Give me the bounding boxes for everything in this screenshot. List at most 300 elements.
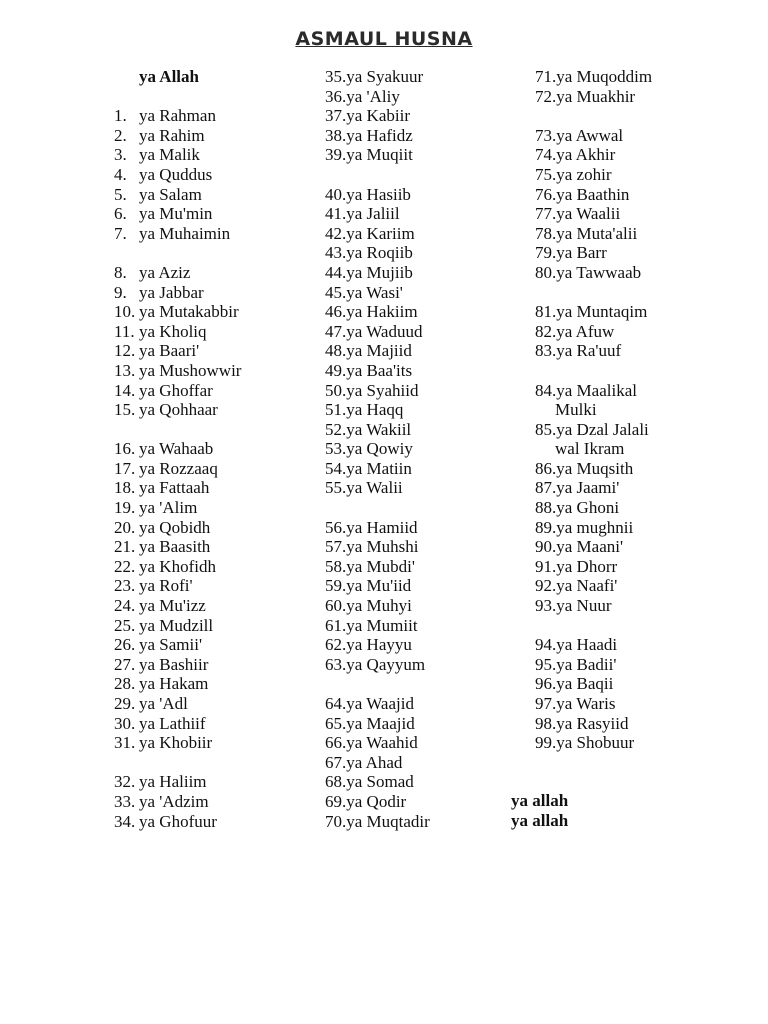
name-item [325, 243, 525, 263]
list-heading: ya Allah [139, 67, 199, 86]
spacer [325, 165, 525, 185]
name-item [114, 576, 304, 596]
item-number: 50. [325, 380, 347, 400]
item-name: ya Maalikal [556, 380, 637, 400]
item-name: ya Waajid [346, 694, 414, 713]
item-number: 88. [535, 498, 557, 518]
name-item [114, 812, 304, 832]
item-name: ya Waduud [346, 321, 423, 341]
item-name: ya Lathiif [139, 713, 206, 733]
item-name: ya Qodir [346, 791, 407, 811]
item-number: 38. [325, 125, 347, 145]
names-column-1 [114, 67, 304, 831]
name-item [535, 655, 735, 675]
item-number: 12. [114, 341, 136, 361]
name-item [114, 126, 304, 146]
name-item [325, 145, 525, 165]
item-number: 76. [535, 184, 557, 204]
item-number: 95. [535, 654, 557, 674]
item-number: 11. [114, 321, 135, 341]
item-number: 17. [114, 458, 136, 478]
name-item [535, 185, 735, 205]
name-item [114, 714, 304, 734]
item-number: 21. [114, 537, 136, 557]
item-number: 27. [114, 654, 136, 674]
name-item [325, 596, 525, 616]
name-item [325, 302, 525, 322]
item-name: ya Hamiid [346, 517, 418, 537]
name-item [325, 635, 525, 655]
item-number: 8. [114, 262, 127, 282]
name-item [535, 263, 735, 283]
name-item [325, 655, 525, 675]
item-name: ya Hayyu [346, 635, 412, 655]
item-name: ya Wasi' [346, 282, 403, 302]
item-number: 1. [114, 106, 127, 126]
name-item [114, 557, 304, 577]
item-number: 64. [325, 694, 347, 713]
item-name: ya Mumiit [346, 615, 418, 635]
item-name: ya Kabiir [346, 106, 410, 126]
name-item [325, 478, 525, 498]
item-name: ya Roqiib [346, 243, 413, 263]
item-number: 35. [325, 67, 347, 86]
name-item [114, 165, 304, 185]
name-item [114, 478, 304, 498]
item-number: 19. [114, 498, 136, 518]
item-name: ya Muakhir [556, 86, 636, 106]
item-name: ya Muqiit [346, 145, 413, 165]
item-number: 84. [535, 380, 557, 400]
name-item [325, 263, 525, 283]
item-name: ya Malik [139, 145, 200, 165]
item-name: ya Mudzill [139, 615, 214, 635]
name-item [325, 224, 525, 244]
item-name: ya Samii' [139, 635, 203, 655]
item-number: 68. [325, 772, 347, 792]
item-number: 31. [114, 733, 136, 753]
name-item [114, 733, 304, 753]
name-item [325, 106, 525, 126]
item-name: ya Muqoddim [556, 67, 653, 86]
name-item [535, 518, 735, 538]
item-name: ya Rahman [139, 106, 216, 126]
item-name: ya Qohhaar [139, 400, 218, 420]
item-number: 91. [535, 556, 557, 576]
name-item [114, 498, 304, 518]
names-column-2 [325, 67, 525, 831]
item-number: 61. [325, 615, 347, 635]
name-item [325, 714, 525, 734]
item-name: ya Mu'min [139, 204, 213, 224]
item-name: ya mughnii [556, 517, 634, 537]
item-number: 6. [114, 204, 127, 224]
name-item [325, 420, 525, 440]
item-name: ya Baa'its [346, 360, 413, 380]
item-name: ya Qowiy [346, 439, 413, 459]
name-item [535, 145, 735, 165]
name-item [114, 283, 304, 303]
spacer [114, 753, 304, 773]
item-name: ya Aziz [139, 262, 191, 282]
item-number: 42. [325, 223, 347, 243]
item-number: 46. [325, 302, 347, 322]
name-item [325, 400, 525, 420]
item-name: ya Ra'uuf [556, 341, 622, 361]
item-number: 97. [535, 694, 557, 713]
item-number: 48. [325, 341, 347, 361]
item-name: ya Mu'izz [139, 596, 206, 616]
item-number: 99. [535, 733, 557, 753]
item-number: 36. [325, 86, 347, 106]
item-number: 10. [114, 302, 136, 322]
item-name: ya zohir [556, 164, 612, 184]
name-item [114, 635, 304, 655]
item-number: 79. [535, 243, 557, 263]
item-number: 40. [325, 184, 347, 204]
item-number: 67. [325, 752, 347, 772]
item-name: ya Afuw [556, 321, 615, 341]
name-item [325, 67, 525, 87]
item-name: ya Hakam [139, 674, 209, 694]
name-item [114, 361, 304, 381]
item-number: 56. [325, 517, 347, 537]
item-number: 71. [535, 67, 557, 86]
item-name: ya Muhshi [346, 537, 419, 557]
item-number: 24. [114, 596, 136, 616]
spacer [114, 243, 304, 263]
name-item [535, 733, 735, 753]
item-name: ya Tawwaab [556, 262, 642, 282]
item-name: ya Dhorr [556, 556, 618, 576]
item-number: 30. [114, 713, 136, 733]
item-name: ya Barr [556, 243, 607, 263]
name-item [535, 322, 735, 342]
name-item [325, 341, 525, 361]
item-name: ya Syakuur [346, 67, 424, 86]
item-number: 51. [325, 400, 347, 420]
item-number: 49. [325, 360, 347, 380]
item-number: 14. [114, 380, 136, 400]
item-number: 83. [535, 341, 557, 361]
name-item [325, 204, 525, 224]
item-name: ya 'Aliy [346, 86, 400, 106]
item-name: ya Baari' [139, 341, 200, 361]
item-name: ya Awwal [556, 125, 624, 145]
item-name: ya Hasiib [346, 184, 411, 204]
item-name: ya Jaami' [556, 478, 620, 498]
item-name: ya Haliim [139, 772, 207, 792]
name-item [114, 459, 304, 479]
item-number: 47. [325, 321, 347, 341]
name-item [325, 753, 525, 773]
item-name: ya Rofi' [139, 576, 193, 596]
name-item [114, 792, 304, 812]
item-name: ya Bashiir [139, 654, 209, 674]
name-item [114, 341, 304, 361]
item-name: ya Somad [346, 772, 414, 792]
item-number: 16. [114, 439, 136, 459]
spacer [325, 498, 525, 518]
name-item [535, 302, 735, 322]
item-number: 2. [114, 125, 127, 145]
page-title: ASMAUL HUSNA [295, 28, 473, 50]
name-item [114, 185, 304, 205]
item-name: ya Wakiil [346, 419, 412, 439]
item-number: 28. [114, 674, 136, 694]
name-item [535, 576, 735, 596]
item-name: ya Ghoni [556, 498, 620, 518]
name-item [325, 557, 525, 577]
name-item [535, 498, 735, 518]
name-item [114, 694, 304, 714]
item-name: ya Khobiir [139, 733, 213, 753]
item-number: 70. [325, 811, 347, 831]
name-item [535, 635, 735, 655]
item-number: 41. [325, 204, 347, 224]
item-name: ya Badii' [556, 654, 617, 674]
item-name: ya Muhyi [346, 596, 412, 616]
item-number: 74. [535, 145, 557, 165]
item-number: 98. [535, 713, 557, 733]
spacer [535, 616, 735, 636]
item-name: ya Rozzaaq [139, 458, 218, 478]
item-number: 45. [325, 282, 347, 302]
item-number: 77. [535, 204, 557, 224]
item-name: ya Hafidz [346, 125, 413, 145]
name-item [325, 185, 525, 205]
item-name: ya Baqii [556, 674, 614, 694]
item-name: ya Qobidh [139, 517, 211, 537]
item-number: 81. [535, 302, 557, 322]
item-number: 43. [325, 243, 347, 263]
item-name: ya Majiid [346, 341, 412, 361]
item-name: ya Khofidh [139, 556, 216, 576]
name-item [325, 792, 525, 812]
item-number: 26. [114, 635, 136, 655]
item-name: ya Ghoffar [139, 380, 213, 400]
name-item [114, 322, 304, 342]
name-item [114, 537, 304, 557]
item-name: ya Baathin [556, 184, 630, 204]
name-item [325, 694, 525, 714]
name-item [325, 381, 525, 401]
item-name: ya Jaliil [346, 204, 400, 224]
item-number: 62. [325, 635, 347, 655]
item-name: ya Dzal Jalali [556, 419, 649, 439]
item-name: ya Qayyum [346, 654, 426, 674]
name-item [114, 145, 304, 165]
item-number: 39. [325, 145, 347, 165]
item-number: 13. [114, 360, 136, 380]
item-name: ya Baasith [139, 537, 211, 557]
spacer [325, 674, 525, 694]
item-name: ya Haadi [556, 635, 618, 655]
item-name: ya Syahiid [346, 380, 419, 400]
name-item [325, 322, 525, 342]
name-item [114, 106, 304, 126]
name-item [114, 400, 304, 420]
name-item [535, 126, 735, 146]
name-item [535, 341, 735, 361]
name-item [325, 126, 525, 146]
item-name: ya 'Adl [139, 694, 188, 713]
item-name: ya Mu'iid [346, 576, 412, 596]
item-name: ya Walii [346, 478, 403, 498]
closing-line-1: ya allah [511, 791, 569, 810]
item-number: 92. [535, 576, 557, 596]
item-number: 4. [114, 164, 127, 184]
item-number: 37. [325, 106, 347, 126]
name-item [325, 87, 525, 107]
item-number: 60. [325, 596, 347, 616]
item-number: 87. [535, 478, 557, 498]
item-name: ya Nuur [556, 596, 612, 616]
item-name: ya Ghofuur [139, 811, 217, 831]
item-name: ya Maajid [346, 713, 415, 733]
item-name: ya Waris [556, 694, 616, 713]
name-item [114, 655, 304, 675]
name-item [325, 733, 525, 753]
item-name: ya Shobuur [556, 733, 635, 753]
item-name: ya Muntaqim [556, 302, 648, 322]
name-item [535, 87, 735, 107]
item-name: ya Haqq [346, 400, 404, 420]
item-name: ya Hakiim [346, 302, 418, 322]
name-item [535, 478, 735, 498]
item-name: ya Quddus [139, 164, 213, 184]
item-number: 23. [114, 576, 136, 596]
item-number: 96. [535, 674, 557, 694]
item-number: 15. [114, 400, 136, 420]
item-number: 63. [325, 654, 347, 674]
name-continuation: Mulki [555, 400, 597, 420]
item-name: ya Kholiq [139, 321, 207, 341]
item-name: ya Matiin [346, 458, 412, 478]
item-number: 59. [325, 576, 347, 596]
item-name: ya Rasyiid [556, 713, 629, 733]
item-number: 89. [535, 517, 557, 537]
item-number: 73. [535, 125, 557, 145]
item-name: ya Muhaimin [139, 223, 231, 243]
names-column-3 [535, 67, 735, 753]
item-name: ya Muqsith [556, 458, 634, 478]
spacer [114, 87, 304, 107]
name-item [325, 812, 525, 832]
name-item [114, 204, 304, 224]
item-number: 29. [114, 694, 136, 713]
name-item [114, 772, 304, 792]
item-name: ya Kariim [346, 223, 415, 243]
item-number: 55. [325, 478, 347, 498]
item-number: 82. [535, 321, 557, 341]
name-item [535, 596, 735, 616]
item-number: 34. [114, 811, 136, 831]
name-item [114, 596, 304, 616]
item-number: 75. [535, 164, 557, 184]
name-item [535, 714, 735, 734]
item-name: ya Mutakabbir [139, 302, 239, 322]
item-name: ya Naafi' [556, 576, 618, 596]
item-name: ya Rahim [139, 125, 205, 145]
item-number: 90. [535, 537, 557, 557]
name-item [535, 381, 735, 401]
item-name: ya Jabbar [139, 282, 204, 302]
name-item [535, 459, 735, 479]
item-number: 9. [114, 282, 127, 302]
name-item [325, 537, 525, 557]
name-item [535, 67, 735, 87]
name-item [325, 361, 525, 381]
item-number: 3. [114, 145, 127, 165]
name-item [535, 694, 735, 714]
name-item [325, 518, 525, 538]
name-item [325, 772, 525, 792]
item-name: ya Wahaab [139, 439, 214, 459]
name-item [325, 616, 525, 636]
item-name: ya Maani' [556, 537, 624, 557]
item-number: 5. [114, 184, 127, 204]
item-number: 80. [535, 262, 557, 282]
item-number: 58. [325, 556, 347, 576]
item-name: ya Muta'alii [556, 223, 638, 243]
item-name: ya Akhir [556, 145, 616, 165]
name-item [325, 459, 525, 479]
item-number: 18. [114, 478, 136, 498]
name-item [114, 616, 304, 636]
name-item [535, 537, 735, 557]
name-item [535, 165, 735, 185]
item-name: ya Ahad [346, 752, 403, 772]
item-number: 22. [114, 556, 136, 576]
item-number: 33. [114, 791, 136, 811]
item-number: 52. [325, 419, 347, 439]
item-number: 44. [325, 262, 347, 282]
spacer [114, 420, 304, 440]
item-number: 65. [325, 713, 347, 733]
name-item [114, 263, 304, 283]
name-item [325, 576, 525, 596]
item-number: 20. [114, 517, 136, 537]
item-number: 25. [114, 615, 136, 635]
item-number: 94. [535, 635, 557, 655]
item-number: 69. [325, 791, 347, 811]
item-name: ya 'Adzim [139, 791, 209, 811]
closing-line-2: ya allah [511, 811, 569, 830]
item-name: ya Mubdi' [346, 556, 415, 576]
item-name: ya Mushowwir [139, 360, 242, 380]
spacer [535, 361, 735, 381]
name-item [535, 204, 735, 224]
item-number: 54. [325, 458, 347, 478]
item-number: 53. [325, 439, 347, 459]
name-item [535, 557, 735, 577]
name-item [325, 283, 525, 303]
item-number: 66. [325, 733, 347, 753]
item-number: 7. [114, 223, 127, 243]
name-item [535, 224, 735, 244]
name-item [114, 224, 304, 244]
name-item [114, 381, 304, 401]
name-item [325, 439, 525, 459]
spacer [535, 283, 735, 303]
item-name: ya Fattaah [139, 478, 210, 498]
item-number: 78. [535, 223, 557, 243]
item-name: ya 'Alim [139, 498, 198, 518]
item-number: 57. [325, 537, 347, 557]
name-item [114, 302, 304, 322]
item-number: 32. [114, 772, 136, 792]
